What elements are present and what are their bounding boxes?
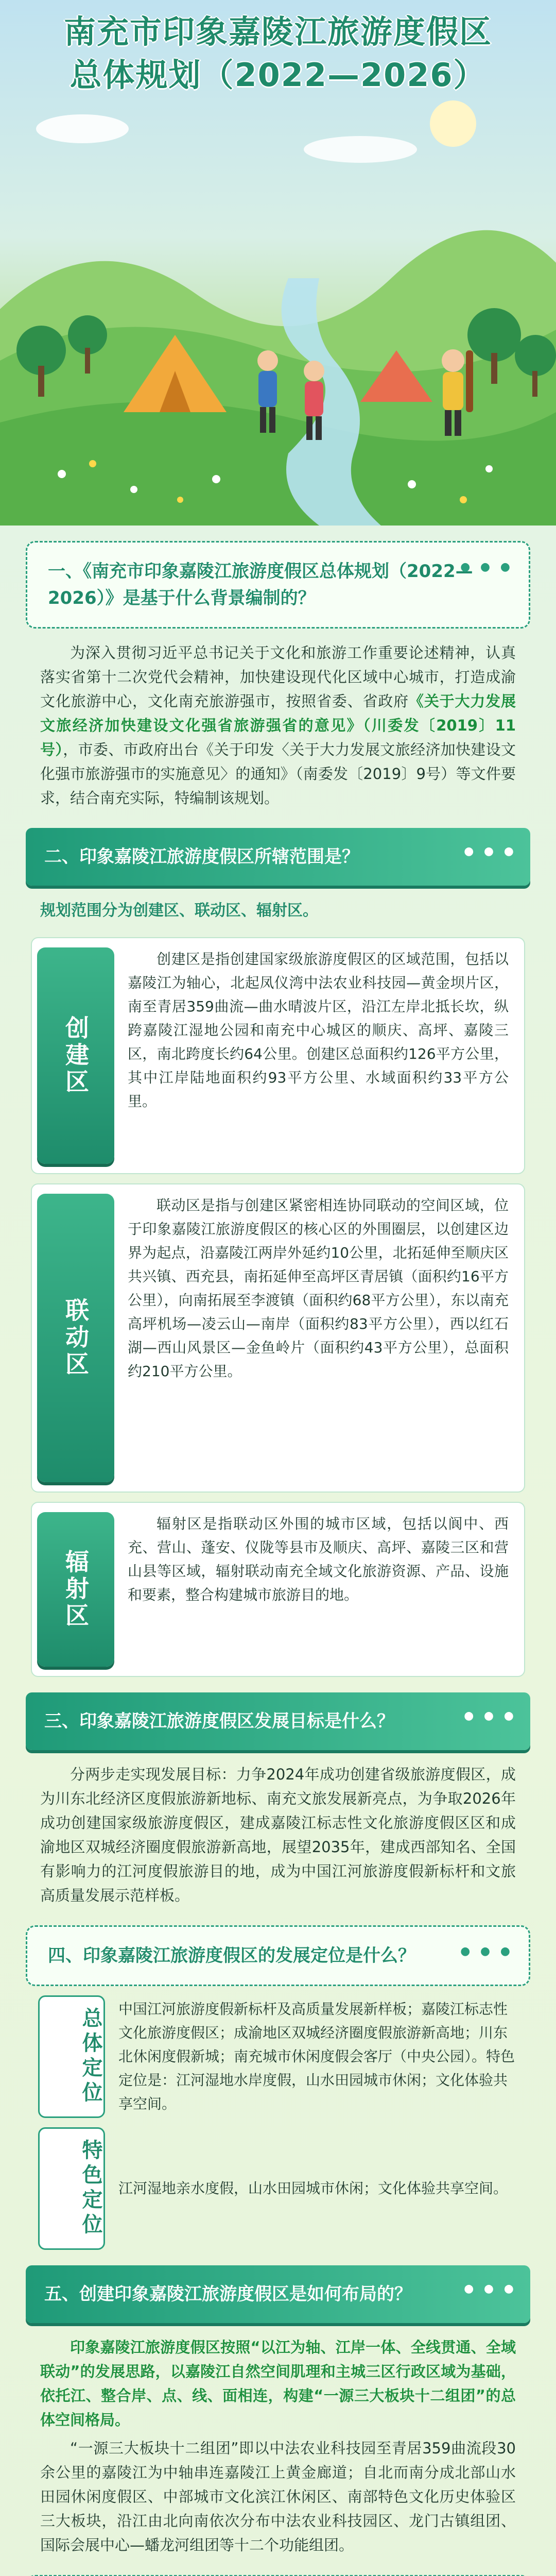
position-text: 中国江河旅游度假新标杆及高质量发展新样板；嘉陵江标志性文化旅游度假区；成渝地区双城经济圈度假旅游新高地；川东北休闲度假新城；南充城市休闲度假会客厅（中央公园）。特色定位是：江河湿地水岸度假，山水田园城市休闲；文化体验共享空间。 <box>118 2001 515 2112</box>
zone-create <box>31 937 525 1174</box>
dots-icon: ● ● ● <box>464 1709 517 1722</box>
policy-doc-highlight: 《关于大力发展文旅经济加快建设文化强省旅游强省的意见》（川委发〔2019〕11号） <box>40 692 516 758</box>
zone-text: 创建区是指创建国家级旅游度假区的区域范围，包括以嘉陵江为轴心，北起凤仪湾中法农业科技园—黄金坝片区，南至青居359曲流—曲水晴波片区，沿江左岸北抵长坎，纵跨嘉陵江湿地公园和南充中心城区的顺庆、高坪、嘉陵三区，南北跨度长约64公里。创建区总面积约126平方公里，其中江岸陆地面积约93平方公里、水域面积约33平方公里。 <box>128 951 509 1110</box>
section-goals <box>26 1692 530 1920</box>
hero-banner <box>0 0 556 526</box>
page-title <box>0 10 556 97</box>
section-1-question <box>26 541 530 629</box>
scope-summary: 规划范围分为创建区、联动区、辐射区。 <box>40 902 318 920</box>
zone-tag: 联动区 <box>37 1194 114 1482</box>
heading-text: 三、印象嘉陵江旅游度假区发展目标是什么？ <box>44 1711 394 1732</box>
section-5-body-highlight <box>26 2323 530 2434</box>
body-text-pre: 为深入贯彻习近平总书记关于文化和旅游工作重要论述精神，认真落实省第十二次党代会精神，加快建设现代化区域中心城市，打造成渝文化旅游中心，文化南充旅游强市，按照省委、省政府 <box>40 644 516 710</box>
zone-radiation <box>31 1502 525 1677</box>
question-text: 一、《南充市印象嘉陵江旅游度假区总体规划（2022—2026）》是基于什么背景编制的？ <box>48 561 473 608</box>
heading-text: 五、创建印象嘉陵江旅游度假区是如何布局的？ <box>44 2284 412 2304</box>
zone-tag: 辐射区 <box>37 1512 114 1667</box>
section-3-heading <box>26 1692 530 1750</box>
position-overall <box>38 1995 518 2118</box>
position-tag: 特色定位 <box>38 2127 105 2250</box>
question-text: 四、印象嘉陵江旅游度假区的发展定位是什么？ <box>48 1945 415 1966</box>
section-layout <box>26 2265 530 2570</box>
zone-tag: 创建区 <box>37 947 114 1164</box>
title-line-1: 南充市印象嘉陵江旅游度假区 <box>63 13 492 50</box>
section-3-body: 分两步走实现发展目标：力争2024年成功创建省级旅游度假区，成为川东北经济区度假旅游新地标、南充文旅发展新亮点，为争取2026年成功创建国家级旅游度假区，建成嘉陵江标志性文化旅游度假区区和成渝地区双城经济圈度假旅游新高地，展望2035年，建成西部知名、全国有影响力的江河度假旅游目的地，成为中国江河旅游度假新标杆和文旅高质量发展示范样板。 <box>40 1766 516 1904</box>
dots-icon: ● ● ● <box>464 845 517 858</box>
section-4-question <box>26 1925 530 1986</box>
zone-text: 辐射区是指联动区外围的城市区域，包括以阆中、西充、营山、蓬安、仪陇等县市及顺庆、高坪、嘉陵三区和营山县等区域，辐射联动南充全域文化旅游资源、产品、设施和要素，整合构建城市旅游目的地。 <box>128 1515 509 1603</box>
cello-icon <box>466 350 473 412</box>
title-line-2: 总体规划（2022—2026） <box>70 56 486 94</box>
section-2-heading <box>26 828 530 886</box>
heading-text: 二、印象嘉陵江旅游度假区所辖范围是？ <box>44 846 359 867</box>
section-1-body <box>26 629 530 823</box>
position-tag: 总体定位 <box>38 1995 105 2118</box>
section-5-body: “一源三大板块十二组团”即以中法农业科技园至青居359曲流段30余公里的嘉陵江为中轴串连嘉陵江上黄金廊道；自北而南分成北部山水田园休闲度假区、中部城市文化滨江休闲区、南部特色文化历史体验区三大板块，沿江由北向南依次分布中法农业科技园区、龙门古镇组团、国际会展中心—蟠龙河组团等十二个功能组团。 <box>40 2439 516 2554</box>
section-5-heading <box>26 2265 530 2323</box>
dots-icon: ● ● ● <box>460 1945 513 1958</box>
body-text-post: ，市委、市政府出台《关于印发〈关于大力发展文旅经济加快建设文化强市旅游强市的实施意见〉的通知》（南委发〔2019〕9号）等文件要求，结合南充实际，特编制该规划。 <box>40 741 516 807</box>
sun-icon <box>430 100 476 147</box>
dots-icon: ● ● ● <box>460 561 513 573</box>
zone-text: 联动区是指与创建区紧密相连协同联动的空间区域，位于印象嘉陵江旅游度假区的核心区的外围圈层，以创建区边界为起点，沿嘉陵江两岸外延约10公里，北拓延伸至顺庆区共兴镇、西充县，南拓延伸至高坪区青居镇（面积约16平方公里），向南拓展至李渡镇（面积约68平方公里），东以南充高坪机场—凌云山—南岸（面积约83平方公里），西以红石湖—西山风景区—金鱼岭片（面积约43平方公里），总面积约210平方公里。 <box>128 1197 509 1380</box>
position-text: 江河湿地亲水度假，山水田园城市休闲；文化体验共享空间。 <box>118 2180 508 2197</box>
layout-highlight: 印象嘉陵江旅游度假区按照“以江为轴、江岸一体、全线贯通、全域联动”的发展思路，以嘉陵江自然空间肌理和主城三区行政区域为基础，依托江、整合岸、点、线、面相连，构建“一源三大板块十二组团”的总体空间格局。 <box>40 2338 516 2429</box>
section-background <box>26 541 530 823</box>
section-positioning <box>26 1925 530 2250</box>
zone-linkage <box>31 1183 525 1493</box>
hero-illustration <box>0 93 556 526</box>
section-scope <box>26 828 530 1677</box>
dots-icon: ● ● ● <box>464 2282 517 2295</box>
position-feature <box>38 2127 518 2250</box>
